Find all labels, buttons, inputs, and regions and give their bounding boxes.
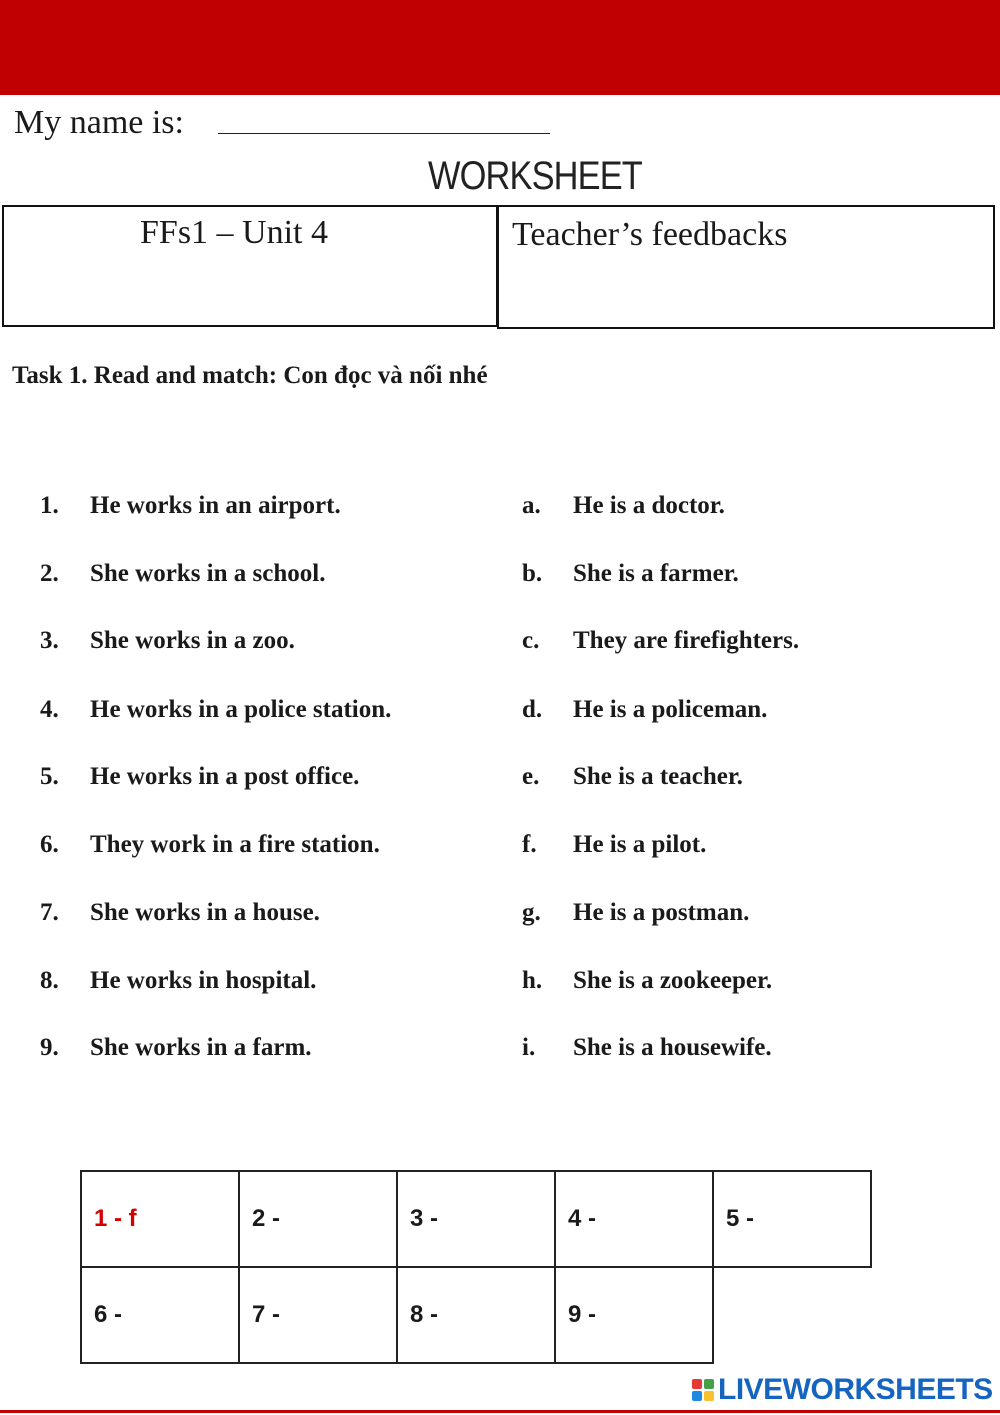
task-title: Task 1. Read and match: Con đọc và nối nhé xyxy=(12,362,488,389)
question-text: He works in hospital. xyxy=(90,967,317,994)
answer-letter: h. xyxy=(522,967,543,994)
answer-cell-5[interactable]: 5 - xyxy=(713,1171,871,1267)
answer-letter: d. xyxy=(522,696,543,723)
unit-label: FFs1 – Unit 4 xyxy=(140,214,328,251)
answer-text: He is a policeman. xyxy=(573,696,768,723)
answer-cell-4[interactable]: 4 - xyxy=(555,1171,713,1267)
brand-text: LIVEWORKSHEETS xyxy=(718,1373,993,1406)
question-text: He works in a post office. xyxy=(90,763,360,790)
page-title: WORKSHEET xyxy=(428,154,642,198)
question-number: 8. xyxy=(40,967,59,994)
answer-letter: i. xyxy=(522,1034,536,1061)
answer-letter: e. xyxy=(522,763,540,790)
question-number: 5. xyxy=(40,763,59,790)
match-row xyxy=(0,492,1000,524)
question-number: 4. xyxy=(40,696,59,723)
question-text: They work in a fire station. xyxy=(90,831,380,858)
answer-text: He is a pilot. xyxy=(573,831,707,858)
question-text: She works in a school. xyxy=(90,560,326,587)
answer-cell-1[interactable]: 1 - f xyxy=(81,1171,239,1267)
match-row xyxy=(0,696,1000,728)
answer-text: She is a housewife. xyxy=(573,1034,772,1061)
answer-cell-8[interactable]: 8 - xyxy=(397,1267,555,1363)
feedback-label: Teacher’s feedbacks xyxy=(512,216,788,253)
answer-cell-2[interactable]: 2 - xyxy=(239,1171,397,1267)
question-number: 2. xyxy=(40,560,59,587)
answer-letter: b. xyxy=(522,560,543,587)
match-row xyxy=(0,560,1000,592)
match-row xyxy=(0,627,1000,659)
question-text: He works in an airport. xyxy=(90,492,341,519)
answer-letter: g. xyxy=(522,899,541,926)
match-row xyxy=(0,967,1000,999)
answer-text: She is a farmer. xyxy=(573,560,739,587)
answer-cell-9[interactable]: 9 - xyxy=(555,1267,713,1363)
question-text: She works in a house. xyxy=(90,899,320,926)
match-row xyxy=(0,831,1000,863)
question-number: 3. xyxy=(40,627,59,654)
liveworksheets-logo xyxy=(692,1372,993,1408)
question-number: 7. xyxy=(40,899,59,926)
question-text: She works in a farm. xyxy=(90,1034,312,1061)
answer-letter: f. xyxy=(522,831,537,858)
answer-text: She is a teacher. xyxy=(573,763,743,790)
question-number: 9. xyxy=(40,1034,59,1061)
answer-cell-6[interactable]: 6 - xyxy=(81,1267,239,1363)
answer-text: She is a zookeeper. xyxy=(573,967,773,994)
match-row xyxy=(0,763,1000,795)
question-number: 1. xyxy=(40,492,59,519)
answer-letter: a. xyxy=(522,492,541,519)
answer-row xyxy=(81,1267,871,1363)
empty-cell xyxy=(713,1267,871,1363)
answer-row xyxy=(81,1171,871,1267)
liveworksheets-icon xyxy=(692,1379,714,1401)
question-text: He works in a police station. xyxy=(90,696,392,723)
answer-text: He is a postman. xyxy=(573,899,750,926)
match-row xyxy=(0,1034,1000,1066)
bottom-border xyxy=(0,1410,1000,1413)
answer-table xyxy=(80,1170,872,1364)
top-banner xyxy=(0,0,1000,95)
name-input-line[interactable] xyxy=(218,133,550,134)
answer-cell-7[interactable]: 7 - xyxy=(239,1267,397,1363)
name-label: My name is: xyxy=(14,104,184,141)
question-text: She works in a zoo. xyxy=(90,627,295,654)
match-row xyxy=(0,899,1000,931)
answer-text: He is a doctor. xyxy=(573,492,725,519)
answer-text: They are firefighters. xyxy=(573,627,800,654)
answer-cell-3[interactable]: 3 - xyxy=(397,1171,555,1267)
answer-letter: c. xyxy=(522,627,540,654)
question-number: 6. xyxy=(40,831,59,858)
